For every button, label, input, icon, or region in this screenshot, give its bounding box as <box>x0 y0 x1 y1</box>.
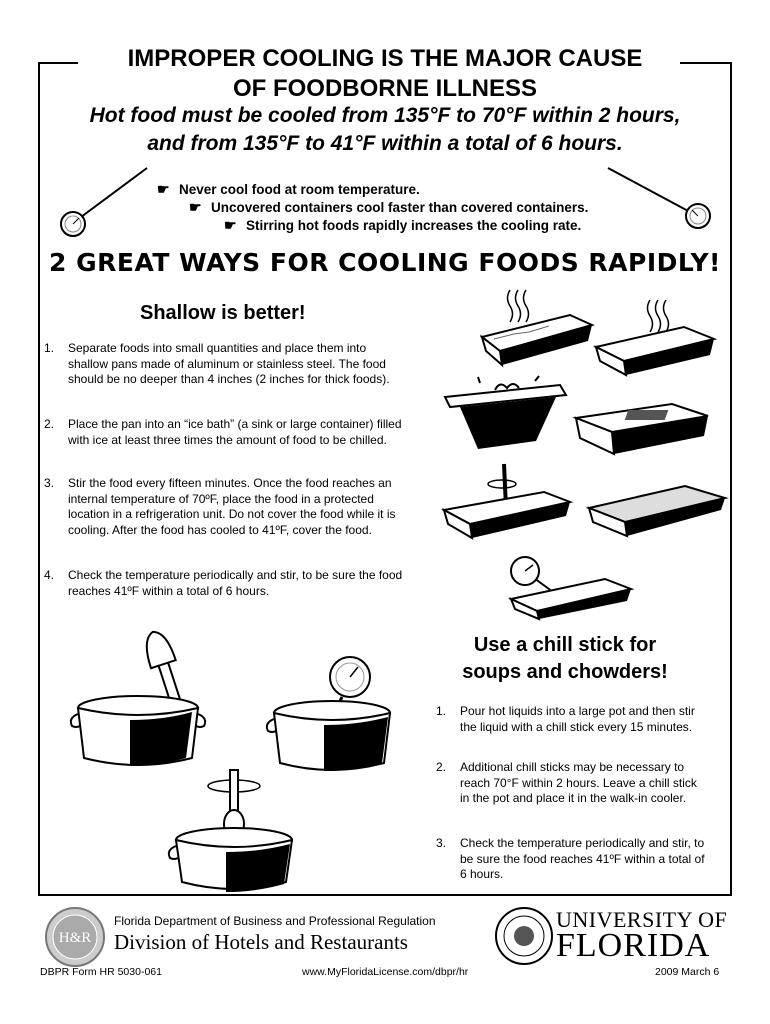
department-name: Florida Department of Business and Professional Regulation <box>114 914 436 928</box>
hr-logo-text: H&R <box>58 930 92 946</box>
shallow-pan-icon <box>590 295 720 380</box>
shallow-heading: Shallow is better! <box>140 302 306 324</box>
tip-1: ☛ Never cool food at room temperature. <box>157 181 420 197</box>
shallow-step-3: 3. Stir the food every fifteen minutes. Once the food reaches an internal temperature of 70ºF, place the food in a protected location in a refrigeration unit. Do not cover the food while it is cooling. After the food has cooled to 41ºF, cover the food. <box>44 476 396 537</box>
website-link[interactable]: www.MyFloridaLicense.com/dbpr/hr <box>302 966 469 978</box>
pointing-hand-icon: ☛ <box>224 217 237 233</box>
stock-pot-icon <box>264 655 404 775</box>
form-number: DBPR Form HR 5030-061 <box>40 966 162 978</box>
headline: 2 GREAT WAYS FOR COOLING FOODS RAPIDLY! <box>49 248 721 277</box>
thermometer-icon <box>600 160 715 245</box>
chill-step-3: 3. Check the temperature periodically and stir, to be sure the food reaches 41ºF within a total of 6 hours. <box>436 836 705 881</box>
stir-pan-icon <box>440 462 575 542</box>
chill-step-1: 1. Pour hot liquids into a large pot and then stir the liquid with a chill stick every 15 minutes. <box>436 704 695 734</box>
shallow-step-4: 4. Check the temperature periodically and stir, to be sure the food reaches 41ºF within a total of 6 hours. <box>44 568 403 598</box>
chill-heading: Use a chill stick for soups and chowders! <box>462 634 668 683</box>
thermometer-icon <box>55 160 155 245</box>
pointing-hand-icon: ☛ <box>189 199 202 215</box>
seal-icon <box>44 906 106 968</box>
uf-wordmark-top: UNIVERSITY OF <box>556 907 728 932</box>
ice-bath-icon <box>572 400 712 465</box>
seal-icon <box>494 906 554 966</box>
page-title: IMPROPER COOLING IS THE MAJOR CAUSE OF FOODBORNE ILLNESS <box>90 44 680 104</box>
tip-3: ☛ Stirring hot foods rapidly increases the cooling rate. <box>224 217 582 233</box>
chill-step-2: 2. Additional chill sticks may be necessary to reach 70°F within 2 hours. Leave a chill stick in the pot and place it in the walk-in cooler. <box>436 760 697 805</box>
tip-2: ☛ Uncovered containers cool faster than covered containers. <box>189 199 589 215</box>
shallow-step-2: 2. Place the pan into an “ice bath” (a sink or large container) filled with ice at least three times the amount of food to be chilled. <box>44 417 402 447</box>
shallow-step-1: 1. Separate foods into small quantities and place them into shallow pans made of aluminum or stainless steel. The food should be no deeper than 4 inches (2 inches for thick foods). <box>44 341 390 386</box>
stock-pot-icon <box>70 622 210 772</box>
shallow-pan-icon <box>470 285 595 370</box>
covered-pan-icon <box>585 478 730 538</box>
form-date: 2009 March 6 <box>655 966 720 978</box>
thermometer-pan-icon <box>505 555 635 620</box>
frame-rule-left <box>38 62 78 64</box>
ice-bath-icon <box>440 375 570 455</box>
pointing-hand-icon: ☛ <box>157 181 170 197</box>
stock-pot-icon <box>162 766 307 896</box>
uf-wordmark-bottom: FLORIDA <box>556 927 711 964</box>
page-subtitle: Hot food must be cooled from 135°F to 70°F within 2 hours, and from 135°F to 41°F within a total of 6 hours. <box>89 104 681 155</box>
division-name: Division of Hotels and Restaurants <box>114 930 408 954</box>
